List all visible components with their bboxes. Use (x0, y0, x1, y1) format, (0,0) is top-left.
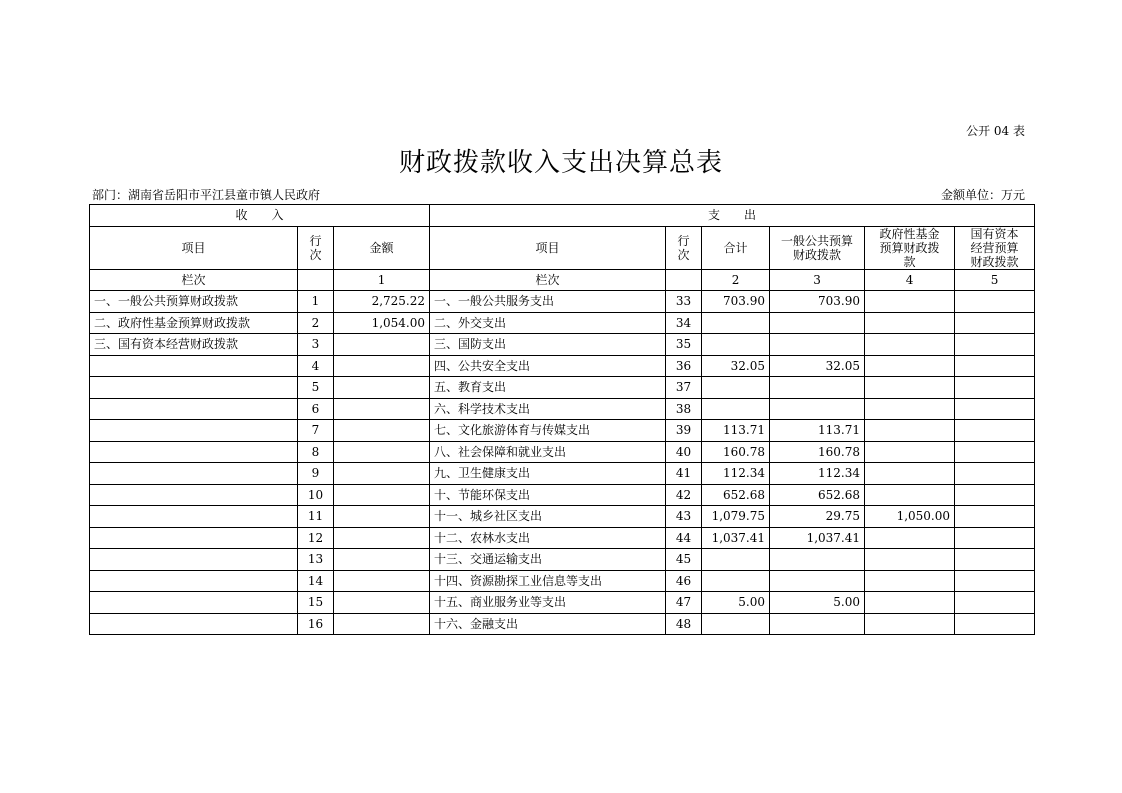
income-row-no-cell: 7 (298, 420, 334, 442)
income-amount-cell (334, 506, 430, 528)
budget-summary-table (89, 204, 1035, 635)
income-row-no-header: 行 次 (298, 226, 334, 269)
total-cell (702, 334, 770, 356)
income-item-cell (90, 441, 298, 463)
table-row (90, 463, 1035, 485)
general-budget-cell: 652.68 (770, 484, 865, 506)
income-amount-cell: 2,725.22 (334, 291, 430, 313)
table-row (90, 291, 1035, 313)
income-amount-cell (334, 420, 430, 442)
state-capital-header: 国有资本 经营预算 财政拨款 (955, 226, 1035, 269)
col-index-state-capital: 5 (955, 269, 1035, 291)
expense-item-cell: 十二、农林水支出 (430, 527, 666, 549)
expense-row-no-cell: 42 (666, 484, 702, 506)
income-amount-cell (334, 484, 430, 506)
total-cell (702, 570, 770, 592)
form-number: 公开 04 表 (966, 124, 1025, 138)
income-amount-cell (334, 549, 430, 571)
table-row (90, 398, 1035, 420)
expense-item-cell: 七、文化旅游体育与传媒支出 (430, 420, 666, 442)
expense-item-cell: 十六、金融支出 (430, 613, 666, 635)
expense-item-cell: 十一、城乡社区支出 (430, 506, 666, 528)
gov-fund-cell (865, 398, 955, 420)
gov-fund-cell (865, 312, 955, 334)
state-capital-cell (955, 291, 1035, 313)
column-index-row (90, 269, 1035, 291)
table-row (90, 441, 1035, 463)
department-label: 部门：湖南省岳阳市平江县童市镇人民政府 (92, 188, 321, 202)
col-index-general: 3 (770, 269, 865, 291)
section-header-row (90, 205, 1035, 227)
expense-row-no-cell: 35 (666, 334, 702, 356)
col-index-amount: 1 (334, 269, 430, 291)
income-item-cell: 一、一般公共预算财政拨款 (90, 291, 298, 313)
expense-row-no-cell: 41 (666, 463, 702, 485)
total-cell: 1,037.41 (702, 527, 770, 549)
table-row (90, 549, 1035, 571)
gov-fund-cell (865, 291, 955, 313)
income-item-cell (90, 549, 298, 571)
income-row-no-cell: 3 (298, 334, 334, 356)
state-capital-cell (955, 484, 1035, 506)
general-budget-cell: 1,037.41 (770, 527, 865, 549)
table-row (90, 570, 1035, 592)
gov-fund-cell: 1,050.00 (865, 506, 955, 528)
income-row-no-cell: 9 (298, 463, 334, 485)
expense-row-no-header: 行 次 (666, 226, 702, 269)
general-budget-cell: 32.05 (770, 355, 865, 377)
income-row-no-cell: 4 (298, 355, 334, 377)
state-capital-cell (955, 377, 1035, 399)
general-budget-cell: 160.78 (770, 441, 865, 463)
total-cell (702, 312, 770, 334)
income-row-no-cell: 14 (298, 570, 334, 592)
income-item-cell (90, 377, 298, 399)
expense-row-no-cell: 43 (666, 506, 702, 528)
general-budget-cell: 703.90 (770, 291, 865, 313)
expense-row-no-cell: 45 (666, 549, 702, 571)
total-cell (702, 613, 770, 635)
total-cell: 113.71 (702, 420, 770, 442)
general-budget-cell: 5.00 (770, 592, 865, 614)
expense-item-cell: 三、国防支出 (430, 334, 666, 356)
state-capital-cell (955, 570, 1035, 592)
expense-row-no-cell: 48 (666, 613, 702, 635)
col-index-total: 2 (702, 269, 770, 291)
general-budget-cell: 113.71 (770, 420, 865, 442)
state-capital-cell (955, 613, 1035, 635)
total-cell: 160.78 (702, 441, 770, 463)
income-item-cell (90, 484, 298, 506)
expense-row-no-cell: 40 (666, 441, 702, 463)
table-row (90, 484, 1035, 506)
income-item-cell: 二、政府性基金预算财政拨款 (90, 312, 298, 334)
income-amount-cell: 1,054.00 (334, 312, 430, 334)
state-capital-cell (955, 463, 1035, 485)
total-cell: 652.68 (702, 484, 770, 506)
income-amount-cell (334, 463, 430, 485)
expense-row-no-cell: 46 (666, 570, 702, 592)
income-item-cell (90, 355, 298, 377)
expense-row-no-cell: 39 (666, 420, 702, 442)
table-row (90, 527, 1035, 549)
state-capital-cell (955, 527, 1035, 549)
expense-item-cell: 九、卫生健康支出 (430, 463, 666, 485)
expense-item-cell: 二、外交支出 (430, 312, 666, 334)
col-index-gov-fund: 4 (865, 269, 955, 291)
general-budget-cell: 112.34 (770, 463, 865, 485)
income-row-no-cell: 2 (298, 312, 334, 334)
general-budget-cell (770, 570, 865, 592)
gov-fund-cell (865, 420, 955, 442)
income-row-no-cell: 5 (298, 377, 334, 399)
gov-fund-cell (865, 355, 955, 377)
state-capital-cell (955, 334, 1035, 356)
income-amount-cell (334, 441, 430, 463)
expense-item-cell: 六、科学技术支出 (430, 398, 666, 420)
gov-fund-cell (865, 484, 955, 506)
total-cell: 703.90 (702, 291, 770, 313)
income-row-no-cell: 8 (298, 441, 334, 463)
state-capital-cell (955, 355, 1035, 377)
state-capital-cell (955, 506, 1035, 528)
income-section-header: 收 入 (90, 205, 430, 227)
expense-row-no-cell: 38 (666, 398, 702, 420)
total-cell: 1,079.75 (702, 506, 770, 528)
income-item-cell: 三、国有资本经营财政拨款 (90, 334, 298, 356)
income-amount-cell (334, 355, 430, 377)
income-row-no-cell: 15 (298, 592, 334, 614)
gov-fund-cell (865, 463, 955, 485)
income-item-header: 项目 (90, 226, 298, 269)
income-row-no-cell: 16 (298, 613, 334, 635)
income-amount-header: 金额 (334, 226, 430, 269)
income-row-no-cell: 10 (298, 484, 334, 506)
expense-row-no-cell: 47 (666, 592, 702, 614)
total-cell: 5.00 (702, 592, 770, 614)
income-row-no-cell: 12 (298, 527, 334, 549)
gov-fund-cell (865, 527, 955, 549)
total-cell (702, 377, 770, 399)
expense-item-cell: 十三、交通运输支出 (430, 549, 666, 571)
table-row (90, 312, 1035, 334)
expense-row-no-cell: 36 (666, 355, 702, 377)
general-budget-cell (770, 377, 865, 399)
state-capital-cell (955, 549, 1035, 571)
expense-item-cell: 十、节能环保支出 (430, 484, 666, 506)
income-item-cell (90, 420, 298, 442)
state-capital-cell (955, 420, 1035, 442)
expense-row-no-cell: 34 (666, 312, 702, 334)
income-row-no-cell: 6 (298, 398, 334, 420)
gov-fund-header: 政府性基金 预算财政拨 款 (865, 226, 955, 269)
expense-item-header: 项目 (430, 226, 666, 269)
column-header-row (90, 226, 1035, 269)
income-row-no-cell: 13 (298, 549, 334, 571)
table-row (90, 420, 1035, 442)
state-capital-cell (955, 312, 1035, 334)
table-row (90, 613, 1035, 635)
general-budget-cell (770, 398, 865, 420)
gov-fund-cell (865, 549, 955, 571)
income-amount-cell (334, 592, 430, 614)
income-item-cell (90, 592, 298, 614)
income-amount-cell (334, 613, 430, 635)
expense-row-no-cell: 33 (666, 291, 702, 313)
col-index-empty (666, 269, 702, 291)
income-amount-cell (334, 334, 430, 356)
income-amount-cell (334, 398, 430, 420)
table-row (90, 334, 1035, 356)
expense-item-cell: 十四、资源勘探工业信息等支出 (430, 570, 666, 592)
table-row (90, 355, 1035, 377)
income-amount-cell (334, 570, 430, 592)
total-header: 合计 (702, 226, 770, 269)
gov-fund-cell (865, 377, 955, 399)
income-amount-cell (334, 377, 430, 399)
expense-item-cell: 四、公共安全支出 (430, 355, 666, 377)
amount-unit-label: 金额单位：万元 (940, 188, 1025, 202)
total-cell: 112.34 (702, 463, 770, 485)
general-budget-cell (770, 312, 865, 334)
expense-row-no-cell: 44 (666, 527, 702, 549)
income-row-no-cell: 11 (298, 506, 334, 528)
income-item-cell (90, 527, 298, 549)
general-budget-cell: 29.75 (770, 506, 865, 528)
expense-section-header: 支 出 (430, 205, 1035, 227)
expense-item-cell: 五、教育支出 (430, 377, 666, 399)
gov-fund-cell (865, 334, 955, 356)
state-capital-cell (955, 441, 1035, 463)
col-index-label-left: 栏次 (90, 269, 298, 291)
total-cell (702, 398, 770, 420)
table-row (90, 506, 1035, 528)
gov-fund-cell (865, 570, 955, 592)
income-item-cell (90, 570, 298, 592)
total-cell (702, 549, 770, 571)
gov-fund-cell (865, 441, 955, 463)
expense-item-cell: 八、社会保障和就业支出 (430, 441, 666, 463)
state-capital-cell (955, 398, 1035, 420)
table-row (90, 592, 1035, 614)
income-row-no-cell: 1 (298, 291, 334, 313)
general-budget-cell (770, 334, 865, 356)
income-item-cell (90, 613, 298, 635)
expense-item-cell: 一、一般公共服务支出 (430, 291, 666, 313)
expense-item-cell: 十五、商业服务业等支出 (430, 592, 666, 614)
general-budget-cell (770, 549, 865, 571)
income-item-cell (90, 463, 298, 485)
income-amount-cell (334, 527, 430, 549)
gov-fund-cell (865, 592, 955, 614)
income-item-cell (90, 398, 298, 420)
state-capital-cell (955, 592, 1035, 614)
expense-row-no-cell: 37 (666, 377, 702, 399)
col-index-empty (298, 269, 334, 291)
col-index-label-right: 栏次 (430, 269, 666, 291)
income-item-cell (90, 506, 298, 528)
total-cell: 32.05 (702, 355, 770, 377)
general-budget-header: 一般公共预算 财政拨款 (770, 226, 865, 269)
table-row (90, 377, 1035, 399)
general-budget-cell (770, 613, 865, 635)
page-title: 财政拨款收入支出决算总表 (398, 148, 723, 178)
gov-fund-cell (865, 613, 955, 635)
